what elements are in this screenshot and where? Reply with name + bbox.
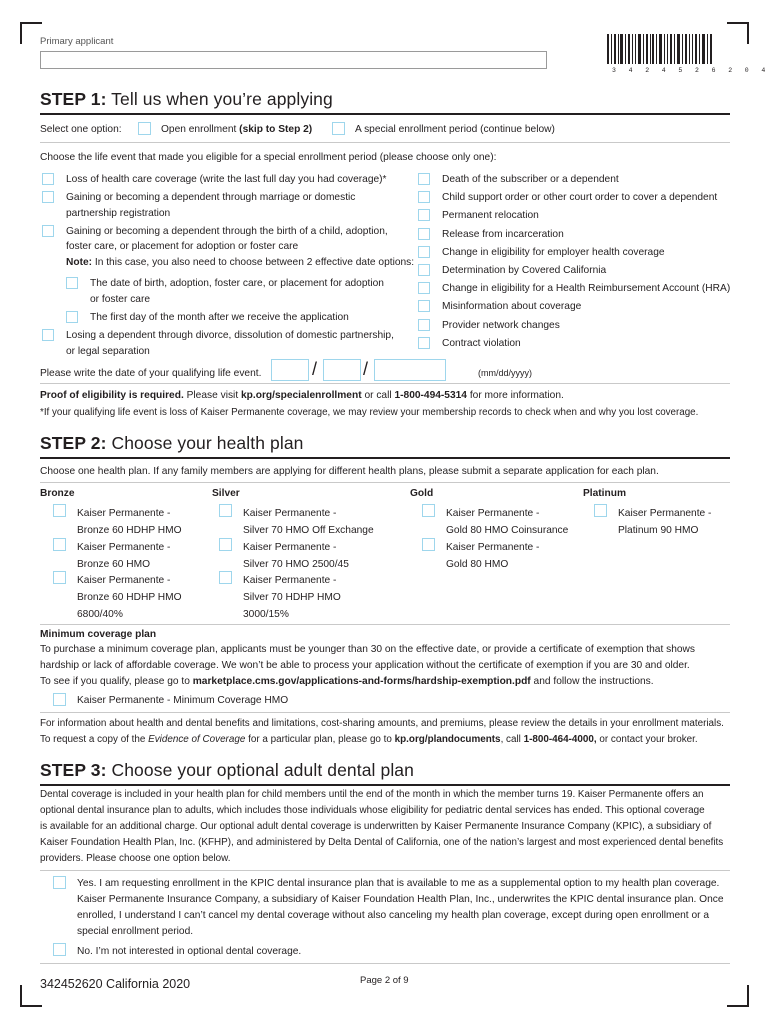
- plan-label: Kaiser Permanente - Bronze 60 HDHP HMO: [77, 508, 182, 536]
- plan-label: Kaiser Permanente - Gold 80 HMO Coinsurance: [446, 508, 569, 536]
- relocation-checkbox[interactable]: [418, 209, 430, 221]
- barcode: [607, 34, 712, 64]
- misinformation-label: Misinformation about coverage: [442, 301, 582, 312]
- first-day-option-checkbox[interactable]: [66, 311, 78, 323]
- contract-violation-label: Contract violation: [442, 338, 521, 349]
- birth-checkbox[interactable]: [42, 225, 54, 237]
- select-one-label: Select one option:: [40, 124, 122, 135]
- date-of-birth-option-line2: or foster care: [90, 294, 151, 305]
- page-number: Page 2 of 9: [360, 975, 409, 986]
- court-order-label: Child support order or other court order to cover a dependent: [442, 192, 718, 203]
- dental-yes-line: Yes. I am requesting enrollment in the KPIC dental insurance plan that is available to me as a supplemental option to my health plan coverage.: [77, 878, 720, 889]
- tier-platinum: Platinum: [583, 488, 627, 499]
- special-enrollment-checkbox[interactable]: [332, 122, 345, 135]
- step2-title: Choose your health plan: [111, 433, 304, 453]
- step2-heading: [40, 432, 304, 455]
- date-month-input[interactable]: [271, 359, 309, 381]
- open-enrollment-checkbox[interactable]: [138, 122, 151, 135]
- misinformation-checkbox[interactable]: [418, 300, 430, 312]
- step2-rule: [40, 457, 730, 459]
- proof-bold: Proof of eligibility is required.: [40, 390, 184, 401]
- tier-bronze: Bronze: [40, 488, 75, 499]
- footnote: *If your qualifying life event is loss of Kaiser Permanente coverage, we may review your membership records to check when and why you lost coverage.: [40, 407, 699, 418]
- choose-event-instruction: Choose the life event that made you eligible for a special enrollment period (please choose only one):: [40, 152, 497, 163]
- divider: [40, 482, 730, 483]
- evidence-of-coverage: Evidence of Coverage: [148, 734, 246, 745]
- step1-title: Tell us when you’re applying: [111, 89, 333, 109]
- date-prompt: Please write the date of your qualifying life event.: [40, 368, 262, 379]
- birth-label-line1: Gaining or becoming a dependent through the birth of a child, adoption,: [66, 226, 388, 237]
- dental-text-line: providers. Please choose one option below.: [40, 853, 231, 864]
- contract-violation-checkbox[interactable]: [418, 337, 430, 349]
- skip-to-step2: (skip to Step 2): [239, 124, 313, 135]
- proof-or-call: or call: [364, 390, 392, 401]
- covered-california-checkbox[interactable]: [418, 264, 430, 276]
- open-enrollment-option: [161, 123, 312, 136]
- step1-rule: [40, 113, 730, 115]
- step2-intro: Choose one health plan. If any family members are applying for different health plans, please submit a separate application for each plan.: [40, 466, 659, 477]
- min-coverage-title: Minimum coverage plan: [40, 629, 157, 640]
- info-text-1: For information about health and dental benefits and limitations, cost-sharing amounts, and premiums, please review the details in your enrollment materials.: [40, 718, 724, 729]
- corner-mark-top-left: [20, 22, 42, 44]
- min-coverage-checkbox[interactable]: [53, 693, 66, 706]
- tier-gold: Gold: [410, 488, 434, 499]
- step3-heading: [40, 759, 414, 782]
- min-text-3a: To see if you qualify, please go to: [40, 676, 190, 687]
- dental-text-line: is available for an additional charge. Our optional adult dental coverage is underwritten by Kaiser Permanente Insurance Company (KPIC), a subsidiary of: [40, 821, 712, 832]
- divider: [40, 712, 730, 713]
- plan-label: Kaiser Permanente - Silver 70 HDHP HMO 3000/15%: [243, 575, 341, 620]
- divider: [40, 870, 730, 871]
- dental-yes-line: special enrollment period.: [77, 926, 194, 937]
- info-phone: 1-800-464-4000,: [523, 734, 597, 745]
- proof-more: for more information.: [469, 390, 564, 401]
- date-year-input[interactable]: [374, 359, 446, 381]
- hardship-url-link[interactable]: marketplace.cms.gov/applications-and-forms/hardship-exemption.pdf: [192, 676, 531, 687]
- plan-label: Kaiser Permanente - Platinum 90 HMO: [618, 508, 712, 536]
- hra-label: Change in eligibility for a Health Reimbursement Account (HRA): [442, 283, 731, 294]
- plandocuments-link[interactable]: kp.org/plandocuments: [394, 734, 501, 745]
- marriage-checkbox[interactable]: [42, 191, 54, 203]
- dental-yes-checkbox[interactable]: [53, 876, 66, 889]
- tier-silver: Silver: [212, 488, 240, 499]
- corner-mark-bottom-right: [727, 985, 749, 1007]
- divider: [40, 963, 730, 964]
- divider: [40, 142, 730, 143]
- date-of-birth-option-line1: The date of birth, adoption, foster care, or placement for adoption: [90, 278, 384, 289]
- min-coverage-option: Kaiser Permanente - Minimum Coverage HMO: [77, 695, 289, 706]
- primary-applicant-input[interactable]: [40, 51, 547, 69]
- provider-network-label: Provider network changes: [442, 320, 560, 331]
- form-id: 342452620 California 2020: [40, 977, 191, 991]
- divider: [40, 383, 730, 384]
- min-coverage-text-2: hardship or lack of affordable coverage. We won’t be able to process your application without the certificate of exemption if you are 30 and older.: [40, 660, 690, 671]
- dental-no-checkbox[interactable]: [53, 943, 66, 956]
- open-enrollment-label: Open enrollment: [161, 124, 237, 135]
- plan-checkbox[interactable]: [219, 504, 232, 517]
- date-of-birth-option-checkbox[interactable]: [66, 277, 78, 289]
- losing-dependent-line1: Losing a dependent through divorce, dissolution of domestic partnership,: [66, 330, 394, 341]
- plan-label: Kaiser Permanente - Silver 70 HMO Off Exchange: [243, 508, 374, 536]
- first-day-option-label: The first day of the month after we receive the application: [90, 312, 349, 323]
- step1-label: STEP 1:: [40, 89, 107, 109]
- dental-yes-line: enrolled, I understand I can’t cancel my dental coverage without also canceling my health plan coverage, except during open enrollment or a: [77, 910, 710, 921]
- dental-yes-line: Kaiser Permanente Insurance Company, a subsidiary of Kaiser Foundation Health Plan, Inc., underwrites the KPIC dental insurance plan. Once: [77, 894, 724, 905]
- note-text: In this case, you also need to choose between 2 effective date options:: [94, 257, 415, 268]
- plan-checkbox[interactable]: [219, 571, 232, 584]
- note-label: Note:: [66, 257, 93, 268]
- plan-checkbox[interactable]: [422, 538, 435, 551]
- step3-rule: [40, 784, 730, 786]
- min-coverage-text-3: [40, 675, 654, 688]
- proof-phone: 1-800-494-5314: [394, 390, 467, 401]
- date-separator: /: [363, 359, 369, 379]
- plan-checkbox[interactable]: [219, 538, 232, 551]
- death-label: Death of the subscriber or a dependent: [442, 174, 619, 185]
- date-format-hint: (mm/dd/yyyy): [478, 368, 532, 378]
- employer-eligibility-label: Change in eligibility for employer health coverage: [442, 247, 665, 258]
- step2-label: STEP 2:: [40, 433, 107, 453]
- plan-label: Kaiser Permanente - Silver 70 HMO 2500/45: [243, 542, 349, 570]
- plan-checkbox[interactable]: [422, 504, 435, 517]
- marriage-label-line1: Gaining or becoming a dependent through marriage or domestic: [66, 192, 356, 203]
- hra-checkbox[interactable]: [418, 282, 430, 294]
- step3-title: Choose your optional adult dental plan: [111, 760, 414, 780]
- relocation-label: Permanent relocation: [442, 210, 539, 221]
- court-order-checkbox[interactable]: [418, 191, 430, 203]
- primary-applicant-label: Primary applicant: [40, 36, 114, 47]
- birth-note: [66, 256, 414, 269]
- plan-label: Kaiser Permanente - Gold 80 HMO: [446, 542, 540, 570]
- losing-dependent-line2: or legal separation: [66, 346, 150, 357]
- special-enrollment-label: A special enrollment period (continue below): [355, 124, 555, 135]
- dental-text-line: optional dental insurance plan to adults, which includes those individuals whose eligibility for pediatric dental services has ended. This optional coverage: [40, 805, 705, 816]
- loss-coverage-checkbox[interactable]: [42, 173, 54, 185]
- incarceration-checkbox[interactable]: [418, 228, 430, 240]
- losing-dependent-checkbox[interactable]: [42, 329, 54, 341]
- incarceration-label: Release from incarceration: [442, 229, 564, 240]
- loss-coverage-label: Loss of health care coverage (write the last full day you had coverage)*: [66, 174, 387, 185]
- proof-url-link[interactable]: kp.org/specialenrollment: [241, 390, 362, 401]
- step3-label: STEP 3:: [40, 760, 107, 780]
- info-text-2: To request a copy of the Evidence of Coverage for a particular plan, please go to kp.org/plandocuments, call 1-800-464-4000, or contact your broker.: [40, 734, 698, 745]
- date-day-input[interactable]: [323, 359, 361, 381]
- min-text-3b: and follow the instructions.: [533, 676, 654, 687]
- proof-of-eligibility: [40, 389, 564, 402]
- plan-label: Kaiser Permanente - Bronze 60 HMO: [77, 542, 171, 570]
- barcode-number: 3 4 2 4 5 2 6 2 0 4: [612, 67, 770, 74]
- proof-visit: Please visit: [186, 390, 239, 401]
- corner-mark-top-right: [727, 22, 749, 44]
- covered-california-label: Determination by Covered California: [442, 265, 607, 276]
- min-coverage-text-1: To purchase a minimum coverage plan, applicants must be younger than 30 on the effective date, or provide a certificate of exemption that shows: [40, 644, 696, 655]
- plan-checkbox[interactable]: [594, 504, 607, 517]
- plan-checkbox[interactable]: [53, 538, 66, 551]
- dental-no-label: No. I’m not interested in optional dental coverage.: [77, 946, 302, 957]
- death-checkbox[interactable]: [418, 173, 430, 185]
- plan-label: Kaiser Permanente - Bronze 60 HDHP HMO 6800/40%: [77, 575, 182, 620]
- corner-mark-bottom-left: [20, 985, 42, 1007]
- birth-label-line2: foster care, or placement for adoption or foster care: [66, 241, 299, 252]
- plan-checkbox[interactable]: [53, 504, 66, 517]
- date-separator: /: [312, 359, 318, 379]
- provider-network-checkbox[interactable]: [418, 319, 430, 331]
- dental-text-line: Kaiser Foundation Health Plan, Inc. (KFHP), and administered by Delta Dental of California, one of the nation’s largest and most experienced dental benefits: [40, 837, 724, 848]
- employer-eligibility-checkbox[interactable]: [418, 246, 430, 258]
- step1-heading: [40, 88, 333, 111]
- divider: [40, 624, 730, 625]
- plan-checkbox[interactable]: [53, 571, 66, 584]
- dental-text-line: Dental coverage is included in your health plan for child members until the end of the month in which the member turns 19. Kaiser Permanente offers an: [40, 789, 704, 800]
- marriage-label-line2: partnership registration: [66, 208, 171, 219]
